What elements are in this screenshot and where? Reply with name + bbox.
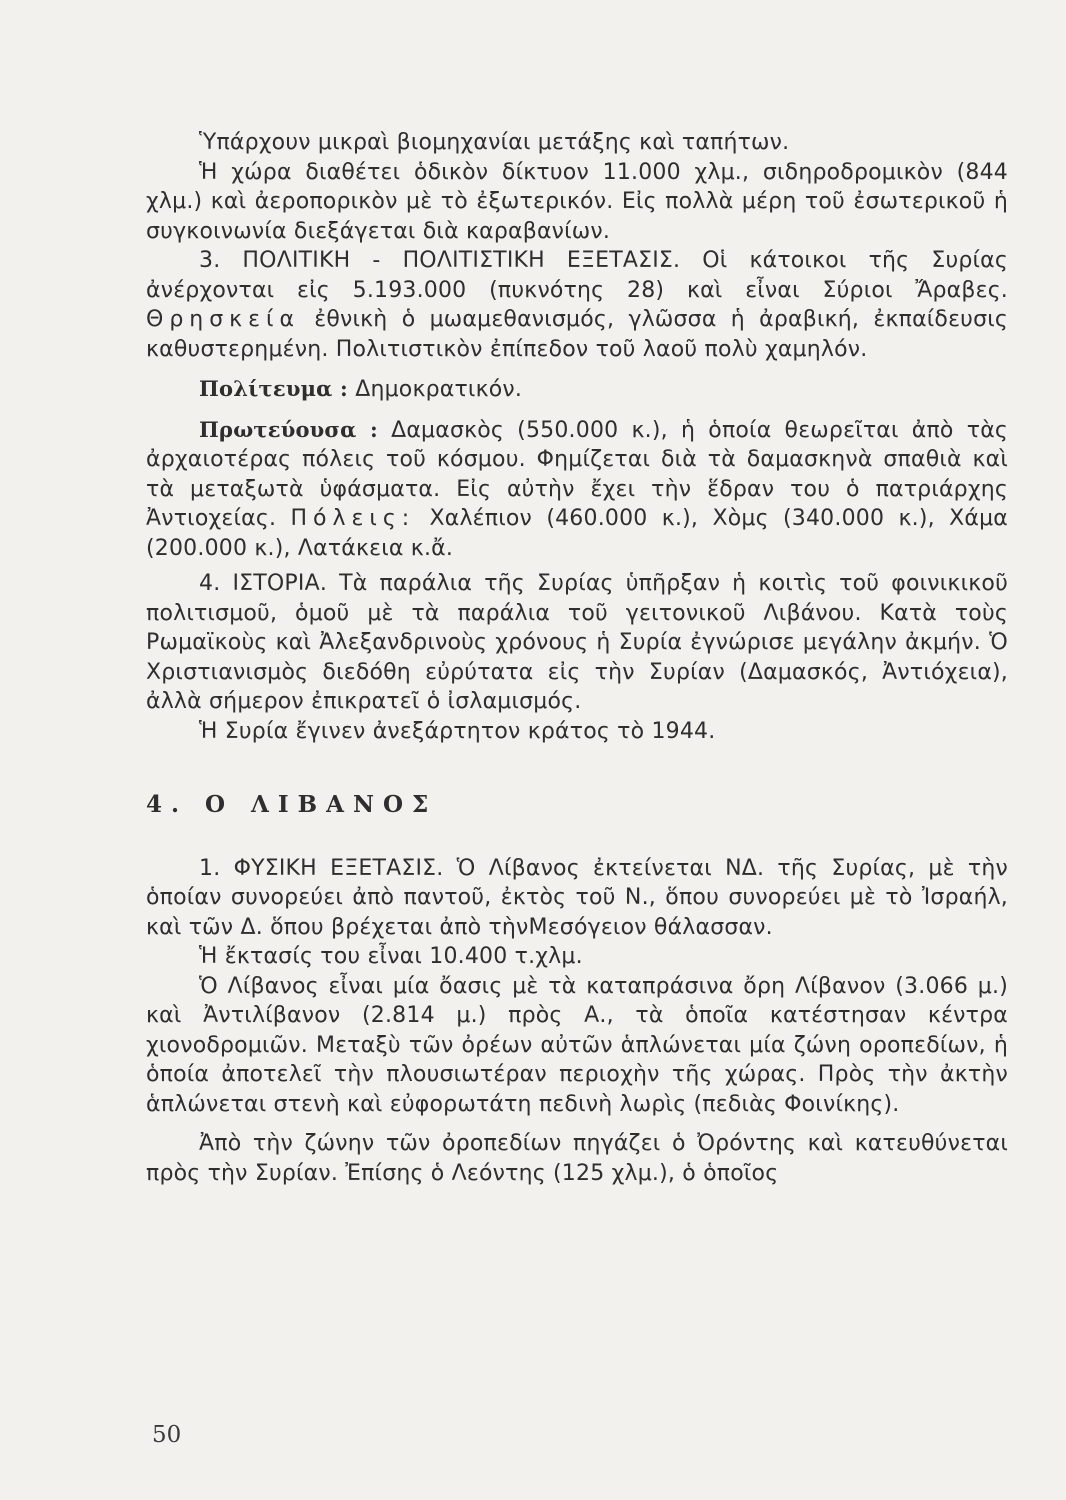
paragraph-rivers: Ἀπὸ τὴν ζώνην τῶν ὀροπεδίων πηγάζει ὁ Ὀρόντης καὶ κατευθύνεται πρὸς τὴν Συρίαν. Ἐπίσης ὁ Λεόντης (125 χλμ.), ὁ ὁποῖος (146, 1131, 1008, 1186)
capital-label: Πρωτεύουσα : (199, 416, 378, 442)
page-number: 50 (152, 1422, 182, 1448)
cities-label: Πόλεις: (290, 506, 416, 531)
religion-text: ἐθνικὴ ὁ μωαμεθανισμός, γλῶσσα ἡ ἀραβική, ἐκπαίδευσις καθυστερημένη. Πολιτιστικὸν ἐπίπεδον τοῦ λαοῦ πολὺ χαμηλόν. (146, 307, 1009, 362)
section-heading-lebanon: 4. Ο ΛΙΒΑΝΟΣ (146, 791, 438, 818)
paragraph-area: Ἡ ἔκτασίς του εἶναι 10.400 τ.χλμ. (199, 944, 583, 969)
polity-label: Πολίτευμα : (199, 376, 348, 401)
political-intro: 3. ΠΟΛΙΤΙΚΗ - ΠΟΛΙΤΙΣΤΙΚΗ ΕΞΕΤΑΣΙΣ. Οἱ κάτοικοι τῆς Συρίας ἀνέρχονται εἰς 5.193.000 (πυκνότης 28) καὶ εἶναι Σύριοι Ἄραβες. (146, 248, 1008, 303)
cities-text: Χαλέπιον (460.000 κ.), Χὸμς (340.000 κ.), Χάμα (200.000 κ.), Λατάκεια κ.ἄ. (146, 506, 1008, 561)
paragraph-transport: Ἡ χώρα διαθέτει ὁδικὸν δίκτυον 11.000 χλμ., σιδηροδρομικὸν (844 χλμ.) καὶ ἀεροπορικὸν μὲ τὸ ἐξωτερικόν. Εἰς πολλὰ μέρη τοῦ ἐσωτερικοῦ ἡ συγκοινωνία διεξάγεται διὰ καραβανίων. (146, 159, 1008, 244)
paragraph-independence: Ἡ Συρία ἔγινεν ἀνεξάρτητον κράτος τὸ 1944. (199, 718, 716, 744)
paragraph-mountains: Ὁ Λίβανος εἶναι μία ὄασις μὲ τὰ καταπράσινα ὄρη Λίβανον (3.066 μ.) καὶ Ἀντιλίβανον (2.814 μ.) πρὸς Α., τὰ ὁποῖα κατέστησαν κέντρα χιονοδρομιῶν. Μεταξὺ τῶν ὀρέων αὐτῶν ἁπλώνεται μία ζώνη οροπεδίων, ἡ ὁποία ἀποτελεῖ τὴν πλουσιωτέραν περιοχὴν τῆς χώρας. Πρὸς τὴν ἀκτὴν ἁπλώνεται στενὴ καὶ εὐφορωτάτη πεδινὴ λωρὶς (πεδιὰς Φοινίκης). (146, 973, 1008, 1117)
paragraph-physical: 1. ΦΥΣΙΚΗ ΕΞΕΤΑΣΙΣ. Ὁ Λίβανος ἐκτείνεται ΝΔ. τῆς Συρίας, μὲ τὴν ὁποίαν συνορεύει ἀπὸ παντοῦ, ἐκτὸς τοῦ Ν., ὅπου συνορεύει μὲ τὸ Ἰσραήλ, καὶ τῶν Δ. ὅπου βρέχεται ἀπὸ τὴνΜεσόγειον θάλασσαν. (146, 855, 1008, 940)
paragraph-capital (146, 415, 1008, 564)
capital-text: Δαμασκὸς (550.000 κ.), ἡ ὁποία θεωρεῖται ἀπὸ τὰς ἀρχαιοτέρας πόλεις τοῦ κόσμου. Φημίζεται διὰ τὰ δαμασκηνὰ σπαθιὰ καὶ τὰ μεταξωτὰ ὑφάσματα. Εἰς αὐτὴν ἔχει τὴν ἕδραν του ὁ πατριάρχης Ἀντιοχείας. (146, 417, 1009, 531)
paragraph-polity (146, 374, 1008, 405)
body-text (146, 128, 1008, 1188)
polity-value: Δημοκρατικόν. (355, 377, 523, 402)
paragraph-political (146, 246, 1008, 364)
religion-label: Θρησκεία (146, 307, 300, 332)
paragraph-industry: Ὑπάρχουν μικραὶ βιομηχανίαι μετάξης καὶ ταπήτων. (199, 130, 790, 155)
paragraph-history: 4. ΙΣΤΟΡΙΑ. Τὰ παράλια τῆς Συρίας ὑπῆρξαν ἡ κοιτὶς τοῦ φοινικικοῦ πολιτισμοῦ, ὁμοῦ μὲ τὰ παράλια τοῦ γειτονικοῦ Λιβάνου. Κατὰ τοὺς Ρωμαϊκοὺς καὶ Ἀλεξανδρινοὺς χρόνους ἡ Συρία ἐγνώρισε μεγάλην ἀκμήν. Ὁ Χριστιανισμὸς διεδόθη εὐρύτατα εἰς τὴν Συρίαν (Δαμασκός, Ἀντιόχεια), ἀλλὰ σήμερον ἐπικρατεῖ ὁ ἰσλαμισμός. (146, 571, 1008, 714)
